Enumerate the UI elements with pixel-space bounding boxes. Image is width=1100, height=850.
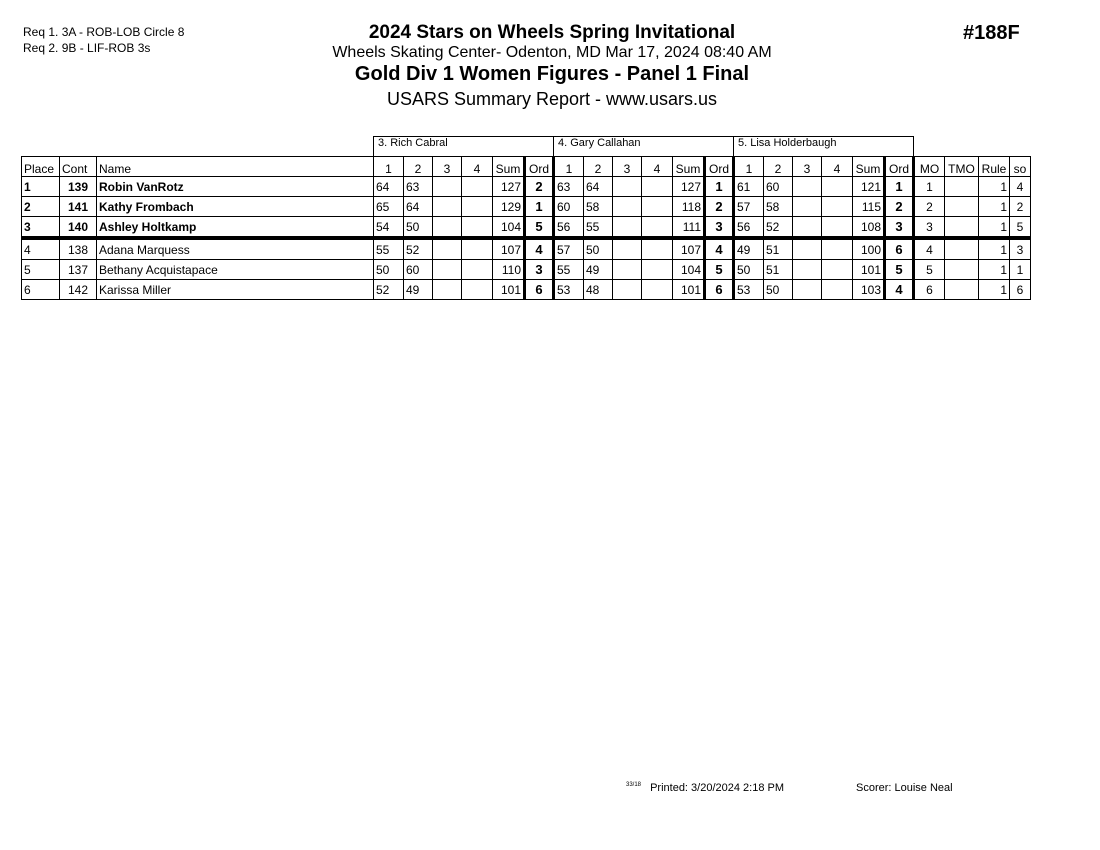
col-mo-header: MO	[914, 157, 945, 177]
mo-cell: 2	[914, 197, 945, 217]
col-judge1-s4-header: 4	[462, 157, 493, 177]
sum-cell: 104	[673, 260, 705, 280]
skater-name-cell: Karissa Miller	[97, 280, 374, 300]
score-cell	[433, 177, 462, 197]
tmo-cell	[945, 197, 979, 217]
table-row	[22, 217, 1031, 239]
sum-cell: 108	[853, 217, 885, 239]
contestant-number-cell: 140	[60, 217, 97, 239]
col-judge2-sum-header: Sum	[673, 157, 705, 177]
so-cell: 4	[1010, 177, 1031, 197]
score-cell: 63	[404, 177, 433, 197]
score-cell	[793, 280, 822, 300]
table-row	[22, 280, 1031, 300]
score-cell: 64	[584, 177, 613, 197]
mo-cell: 3	[914, 217, 945, 239]
score-cell: 57	[734, 197, 764, 217]
score-cell: 58	[584, 197, 613, 217]
so-cell: 6	[1010, 280, 1031, 300]
score-cell: 55	[584, 217, 613, 239]
score-cell: 64	[404, 197, 433, 217]
skater-name-cell: Ashley Holtkamp	[97, 217, 374, 239]
score-cell: 52	[374, 280, 404, 300]
score-cell: 64	[374, 177, 404, 197]
so-cell: 3	[1010, 238, 1031, 260]
score-cell	[462, 217, 493, 239]
col-cont-header: Cont	[60, 157, 97, 177]
ordinal-cell: 6	[885, 238, 914, 260]
report-code: 33/18	[626, 782, 642, 788]
score-cell	[613, 177, 642, 197]
ordinal-cell: 3	[525, 260, 554, 280]
col-judge3-sum-header: Sum	[853, 157, 885, 177]
tmo-cell	[945, 217, 979, 239]
sum-cell: 101	[853, 260, 885, 280]
col-rule-header: Rule	[979, 157, 1010, 177]
sum-cell: 100	[853, 238, 885, 260]
score-cell: 61	[734, 177, 764, 197]
printed-date: Printed: 3/20/2024 2:18 PM	[650, 782, 785, 794]
score-cell	[433, 238, 462, 260]
col-judge3-s2-header: 2	[764, 157, 793, 177]
col-judge1-s3-header: 3	[433, 157, 462, 177]
place-cell: 2	[22, 197, 60, 217]
ordinal-cell: 2	[525, 177, 554, 197]
score-cell: 53	[734, 280, 764, 300]
score-cell: 65	[374, 197, 404, 217]
rule-cell: 1	[979, 177, 1010, 197]
contestant-number-cell: 138	[60, 238, 97, 260]
col-place-header: Place	[22, 157, 60, 177]
event-title: Gold Div 1 Women Figures - Panel 1 Final	[354, 63, 750, 85]
ordinal-cell: 5	[705, 260, 734, 280]
sum-cell: 121	[853, 177, 885, 197]
sum-cell: 110	[493, 260, 525, 280]
col-judge1-s2-header: 2	[404, 157, 433, 177]
ordinal-cell: 3	[705, 217, 734, 239]
mo-cell: 1	[914, 177, 945, 197]
ordinal-cell: 2	[885, 197, 914, 217]
score-cell: 56	[734, 217, 764, 239]
contestant-number-cell: 139	[60, 177, 97, 197]
ordinal-cell: 1	[525, 197, 554, 217]
sum-cell: 127	[673, 177, 705, 197]
score-cell: 60	[764, 177, 793, 197]
score-cell: 49	[584, 260, 613, 280]
score-cell	[642, 260, 673, 280]
judge-header-spacer-right	[914, 137, 1031, 157]
score-cell	[433, 217, 462, 239]
so-cell: 1	[1010, 260, 1031, 280]
score-cell: 50	[374, 260, 404, 280]
rule-cell: 1	[979, 280, 1010, 300]
contestant-number-cell: 141	[60, 197, 97, 217]
score-cell	[462, 197, 493, 217]
score-cell	[462, 238, 493, 260]
results-body	[22, 137, 1031, 300]
score-cell: 50	[734, 260, 764, 280]
place-cell: 5	[22, 260, 60, 280]
skater-name-cell: Adana Marquess	[97, 238, 374, 260]
col-judge2-s3-header: 3	[613, 157, 642, 177]
judge-name-3: 5. Lisa Holderbaugh	[734, 137, 914, 157]
skater-name-cell: Robin VanRotz	[97, 177, 374, 197]
ordinal-cell: 5	[885, 260, 914, 280]
rule-cell: 1	[979, 197, 1010, 217]
col-judge1-s1-header: 1	[374, 157, 404, 177]
sum-cell: 107	[673, 238, 705, 260]
judge-name-1: 3. Rich Cabral	[374, 137, 554, 157]
ordinal-cell: 4	[705, 238, 734, 260]
score-cell	[613, 238, 642, 260]
sum-cell: 101	[493, 280, 525, 300]
score-cell	[793, 217, 822, 239]
mo-cell: 5	[914, 260, 945, 280]
score-cell: 48	[584, 280, 613, 300]
col-name-header: Name	[97, 157, 374, 177]
col-judge2-ord-header: Ord	[705, 157, 734, 177]
event-number: #188F	[963, 22, 1020, 44]
score-cell	[433, 260, 462, 280]
table-row	[22, 177, 1031, 197]
col-judge3-s3-header: 3	[793, 157, 822, 177]
sum-cell: 101	[673, 280, 705, 300]
ordinal-cell: 1	[705, 177, 734, 197]
rule-cell: 1	[979, 217, 1010, 239]
score-cell	[433, 280, 462, 300]
score-cell	[642, 197, 673, 217]
score-cell: 49	[734, 238, 764, 260]
results-table	[21, 136, 1031, 300]
score-cell: 54	[374, 217, 404, 239]
place-cell: 1	[22, 177, 60, 197]
score-cell	[462, 260, 493, 280]
sum-cell: 107	[493, 238, 525, 260]
score-cell: 50	[404, 217, 433, 239]
score-cell: 53	[554, 280, 584, 300]
score-cell: 55	[554, 260, 584, 280]
mo-cell: 6	[914, 280, 945, 300]
score-cell	[642, 177, 673, 197]
ordinal-cell: 2	[705, 197, 734, 217]
printed-info	[626, 782, 784, 794]
ordinal-cell: 4	[525, 238, 554, 260]
score-cell	[433, 197, 462, 217]
col-judge3-s4-header: 4	[822, 157, 853, 177]
score-cell: 55	[374, 238, 404, 260]
score-cell: 56	[554, 217, 584, 239]
col-judge3-s1-header: 1	[734, 157, 764, 177]
judge-header-spacer	[22, 137, 374, 157]
score-cell	[822, 197, 853, 217]
col-so-header: so	[1010, 157, 1031, 177]
score-cell	[642, 238, 673, 260]
sum-cell: 103	[853, 280, 885, 300]
judge-header-row	[22, 137, 1031, 157]
col-judge1-ord-header: Ord	[525, 157, 554, 177]
so-cell: 2	[1010, 197, 1031, 217]
ordinal-cell: 3	[885, 217, 914, 239]
contestant-number-cell: 137	[60, 260, 97, 280]
score-cell: 51	[764, 260, 793, 280]
score-cell	[642, 280, 673, 300]
scorer-name: Scorer: Louise Neal	[856, 782, 953, 794]
table-row	[22, 197, 1031, 217]
ordinal-cell: 4	[885, 280, 914, 300]
contestant-number-cell: 142	[60, 280, 97, 300]
tmo-cell	[945, 238, 979, 260]
score-cell	[613, 260, 642, 280]
score-cell: 58	[764, 197, 793, 217]
rule-cell: 1	[979, 238, 1010, 260]
score-cell	[793, 238, 822, 260]
ordinal-cell: 5	[525, 217, 554, 239]
col-judge2-s1-header: 1	[554, 157, 584, 177]
so-cell: 5	[1010, 217, 1031, 239]
score-cell	[793, 177, 822, 197]
table-row	[22, 260, 1031, 280]
score-cell: 63	[554, 177, 584, 197]
score-cell	[613, 197, 642, 217]
score-cell: 52	[404, 238, 433, 260]
score-cell	[613, 217, 642, 239]
col-tmo-header: TMO	[945, 157, 979, 177]
ordinal-cell: 6	[525, 280, 554, 300]
column-header-row	[22, 157, 1031, 177]
sum-cell: 111	[673, 217, 705, 239]
score-cell: 52	[764, 217, 793, 239]
report-title: USARS Summary Report - www.usars.us	[386, 89, 718, 109]
requirement-2: Req 2. 9B - LIF-ROB 3s	[23, 41, 151, 55]
ordinal-cell: 6	[705, 280, 734, 300]
table-row	[22, 238, 1031, 260]
tmo-cell	[945, 177, 979, 197]
score-cell: 49	[404, 280, 433, 300]
score-cell: 51	[764, 238, 793, 260]
score-cell: 50	[584, 238, 613, 260]
col-judge1-sum-header: Sum	[493, 157, 525, 177]
venue-datetime: Wheels Skating Center- Odenton, MD Mar 17, 2024 08:40 AM	[332, 44, 772, 61]
col-judge2-s4-header: 4	[642, 157, 673, 177]
ordinal-cell: 1	[885, 177, 914, 197]
rule-cell: 1	[979, 260, 1010, 280]
score-cell	[642, 217, 673, 239]
score-cell: 60	[404, 260, 433, 280]
score-cell	[822, 260, 853, 280]
place-cell: 6	[22, 280, 60, 300]
score-cell: 57	[554, 238, 584, 260]
col-judge3-ord-header: Ord	[885, 157, 914, 177]
score-cell	[462, 177, 493, 197]
score-cell	[462, 280, 493, 300]
requirement-1: Req 1. 3A - ROB-LOB Circle 8	[23, 25, 185, 39]
skater-name-cell: Kathy Frombach	[97, 197, 374, 217]
sum-cell: 118	[673, 197, 705, 217]
score-cell	[822, 280, 853, 300]
tmo-cell	[945, 280, 979, 300]
sum-cell: 129	[493, 197, 525, 217]
judge-name-2: 4. Gary Callahan	[554, 137, 734, 157]
place-cell: 4	[22, 238, 60, 260]
mo-cell: 4	[914, 238, 945, 260]
competition-title: 2024 Stars on Wheels Spring Invitational	[368, 22, 736, 43]
score-cell	[793, 260, 822, 280]
skater-name-cell: Bethany Acquistapace	[97, 260, 374, 280]
score-cell	[822, 177, 853, 197]
score-cell	[822, 238, 853, 260]
sum-cell: 127	[493, 177, 525, 197]
score-cell: 60	[554, 197, 584, 217]
score-cell	[822, 217, 853, 239]
score-cell	[793, 197, 822, 217]
place-cell: 3	[22, 217, 60, 239]
tmo-cell	[945, 260, 979, 280]
sum-cell: 104	[493, 217, 525, 239]
requirements-block	[23, 24, 184, 56]
sum-cell: 115	[853, 197, 885, 217]
score-cell	[613, 280, 642, 300]
col-judge2-s2-header: 2	[584, 157, 613, 177]
score-cell: 50	[764, 280, 793, 300]
